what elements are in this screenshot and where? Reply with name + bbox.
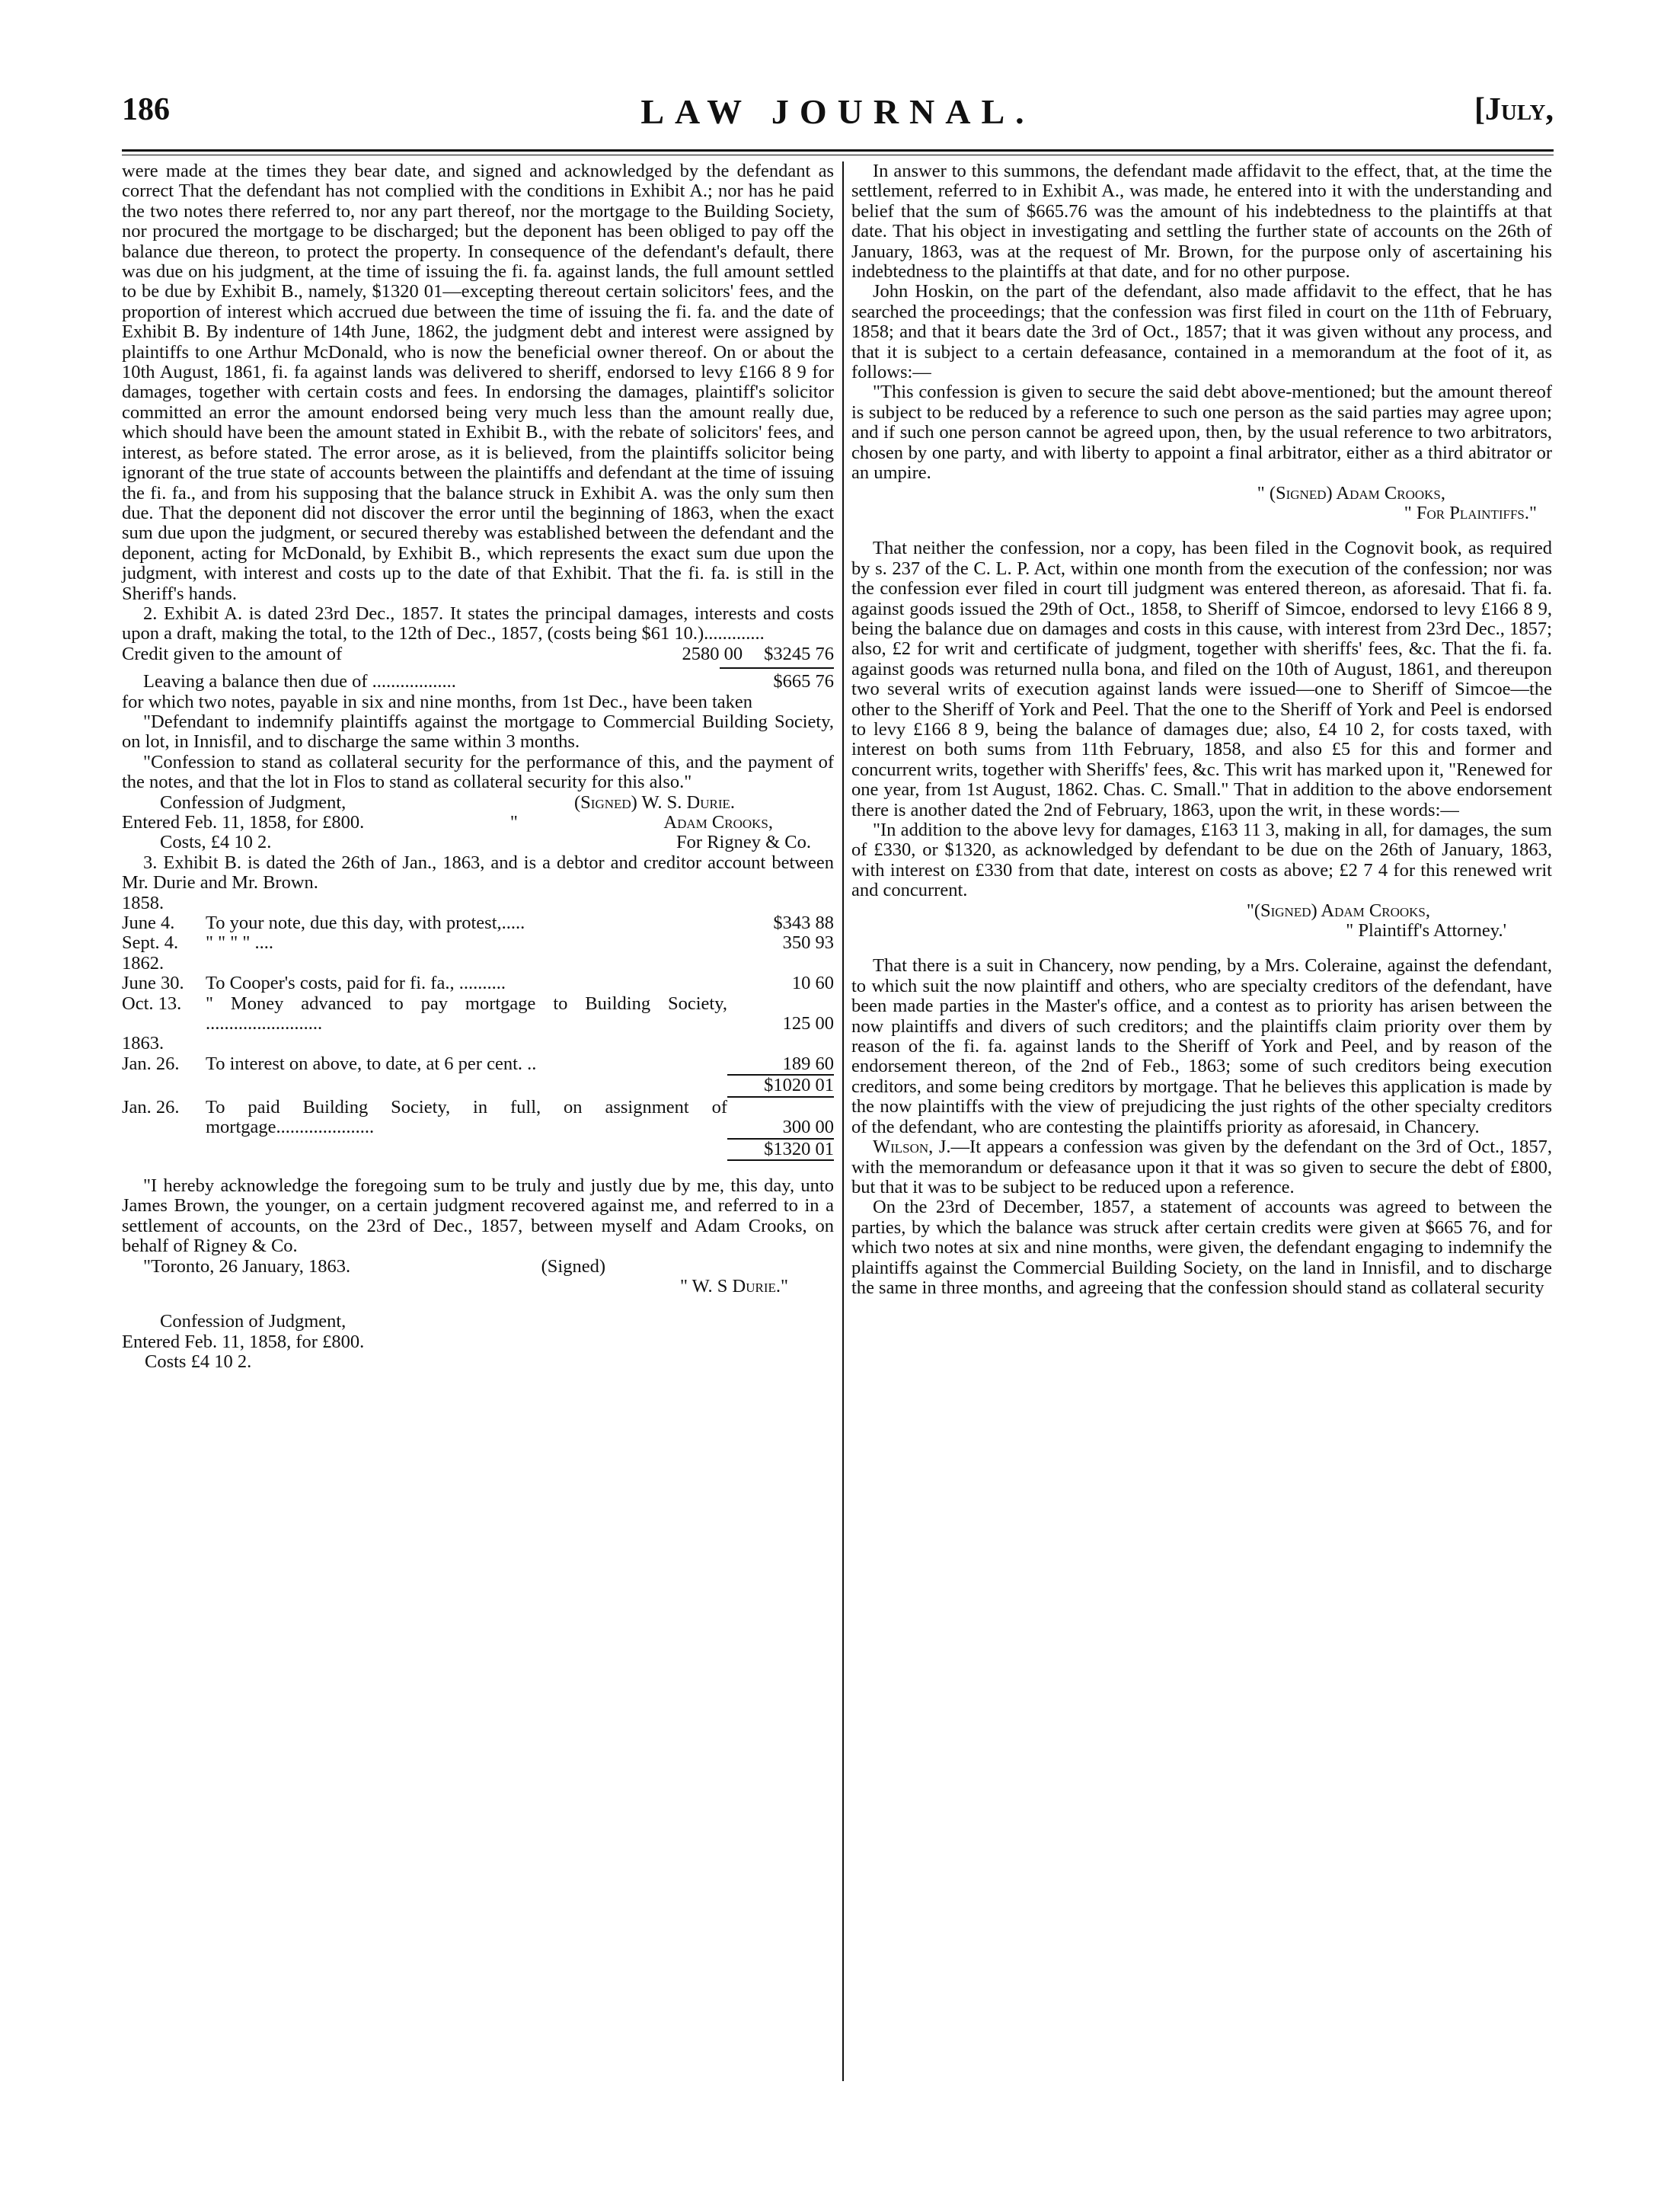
ledger-date: Sept. 4. — [122, 932, 179, 954]
confession-2-line-3: Costs £4 10 2. — [145, 1351, 252, 1373]
ledger-year-1862: 1862. — [122, 952, 164, 974]
ledger-row — [122, 933, 834, 953]
toronto-line — [122, 1257, 834, 1277]
signature-crooks-1b: " For Plaintiffs." — [1404, 502, 1537, 523]
right-column — [851, 161, 1552, 1298]
credit-amount: 2580 00 — [682, 643, 743, 664]
right-paragraph-wilson — [851, 1137, 1552, 1197]
ledger-amount: 125 00 — [782, 1013, 834, 1034]
notes-paragraph: for which two notes, payable in six and nine months, from 1st Dec., have been taken — [122, 691, 753, 712]
right-paragraph-1: In answer to this summons, the defendant made affidavit to the effect, that, at the time the settlement, referred to in Exhibit A., was made, he entered into it with the understanding and belief that the sum of $665.76 was the amount of his indebtedness to the plaintiffs at that date. That his object in investigating and settling the further state of accounts on the 26th of January, 1863, was at the request of Mr. Brown, for the purpose only of ascertaining his indebtedness to the plaintiffs at that date, and for no other purpose. — [851, 161, 1552, 283]
acknowledgement-quote: "I hereby acknowledge the foregoing sum to be truly and justly due by me, this day, unto James Brown, the younger, on a certain judgment recovered against me, and referred to in a settlement of accounts, on the 23rd of Dec., 1857, between myself and Adam Crooks, on behalf of Rigney & Co. — [122, 1175, 834, 1257]
ledger-amount: $343 88 — [773, 913, 834, 934]
right-paragraph-cognovit: That neither the confession, nor a copy, has been filed in the Cognovit book, as required by s. 237 of the C. L. P. Act, within one month from the execution of the confession; nor was the confession ever filed in court till judgment was entered thereon, as aforesaid. That fi. fa. against goods issued the 29th of Oct., 1858, to Sheriff of Simcoe, endorsed to levy £166 8 9, being the balance due on damages and costs in this cause, with interest from 23rd Dec., 1857; also, £2 for writ and certificate of judgment, together with sheriffs' fees, &c. That the fi. fa. against goods was returned nulla bona, and filed on the 10th of August, 1861, and thereupon two several writs of execution against lands were issued—one to Sheriff of Simcoe—the other to the Sheriff of York and Peel. That the one to the Sheriff of York and Peel is endorsed to levy £166 8 9, being the balance of damages due; also, £4 10 2, for costs taxed, with interest on both sums from 11th February, 1858, and also £5 for this and former and concurrent writs, together with Sheriffs' fees, &c. This writ has marked upon it, "Renewed for one year, from 1st August, 1862. Chas. C. Small." That in addition to the above endorsement there is another dated the 2nd of February, 1863, upon the writ, in these words:— — [851, 538, 1552, 820]
ledger-subtotal: $1020 01 — [727, 1074, 834, 1097]
ledger-total: $1320 01 — [727, 1138, 834, 1161]
balance-label: Leaving a balance then due of .................. — [143, 671, 456, 692]
confession-line-3 — [122, 833, 834, 852]
confession-line-2 — [122, 813, 834, 833]
ledger-text: " Money advanced to pay mortgage to Building Society, ......................... — [206, 993, 727, 1034]
durie-signature: " W. S Durie." — [679, 1275, 788, 1297]
signed-label: (Signed) — [541, 1255, 605, 1277]
signature-crooks: Adam Crooks, — [663, 812, 773, 833]
right-paragraph-chancery: That there is a suit in Chancery, now pending, by a Mrs. Coleraine, against the defendant, to which suit the now plaintiff and others, who are specialty creditors of the defendant, have been made parties in the Master's office, and a contest as to priority has arisen between the now plaintiffs and divers of such creditors; and the plaintiffs claim priority over them by reason of the fi. fa. against lands to the Sheriff of York and Peel, and by reason of the endorsement thereon, of the 2nd of Feb., 1863; some of such creditors being execution creditors, and some being creditors by mortgage. That he believes this application is made by the now plaintiffs with the view of prejudicing the just rights of the other specialty creditors of the defendant, who are contesting the plaintiffs priority as aforesaid, in Chancery. — [851, 955, 1552, 1137]
column-divider — [842, 161, 844, 2081]
ledger-row — [122, 1054, 834, 1074]
header-rule — [122, 149, 1554, 152]
signature-crooks-2a: "(Signed) Adam Crooks, — [1246, 900, 1430, 921]
right-paragraph-hoskin: John Hoskin, on the part of the defendant, also made affidavit to the effect, that he has searched the proceedings; that the confession was first filed in court on the 11th of February, 1858; and that it bears date the 3rd of Oct., 1857; that it was given without any process, and that it is subject to a certain defeasance, contained in a memorandum at the foot of it, as follows:— — [851, 281, 1552, 383]
ditto-mark: " — [509, 812, 518, 833]
signature-crooks-2b: " Plaintiff's Attorney.' — [1346, 920, 1506, 942]
toronto-date: "Toronto, 26 January, 1863. — [143, 1255, 351, 1277]
exhibit-b-paragraph: 3. Exhibit B. is dated the 26th of Jan., 1863, and is a debtor and creditor account between Mr. Durie and Mr. Brown. — [122, 852, 834, 894]
ledger-date: Oct. 13. — [122, 993, 182, 1014]
ledger-text: To paid Building Society, in full, on assignment of mortgage..................... — [206, 1096, 727, 1138]
sum-rule — [720, 667, 834, 669]
ledger-year-1863: 1863. — [122, 1033, 164, 1054]
exhibit-a-text: 2. Exhibit A. is dated 23rd Dec., 1857. It states the principal damages, interests and costs upon a draft, making the total, to the 12th of Dec., 1857, (costs being $61 10.)............. — [122, 603, 834, 644]
exhibit-a-total: $3245 76 — [764, 643, 834, 664]
page-header — [122, 91, 1554, 142]
right-paragraph-december: On the 23rd of December, 1857, a statement of accounts was agreed to between the parties, by which the balance was struck after certain credits were given at $665 76, and for which two notes at six and nine months, were given, the defendant engaging to indemnify the plaintiffs against the Commercial Building Society, on the land in Innisfil, and to discharge the same in three months, and agreeing that the confession should stand as collateral security — [851, 1197, 1552, 1298]
ledger-row — [122, 974, 834, 993]
header-month: [July, — [1474, 92, 1554, 127]
confession-line-1 — [122, 793, 834, 813]
journal-title: LAW JOURNAL. — [640, 92, 1035, 131]
ledger-date: Jan. 26. — [122, 1096, 180, 1117]
ledger-text: To your note, due this day, with protest,..... — [206, 913, 525, 934]
ledger-amount: 300 00 — [782, 1117, 834, 1138]
ledger-date: June 30. — [122, 973, 184, 994]
ledger-total-line — [122, 1138, 834, 1161]
ledger-amount: 189 60 — [782, 1053, 834, 1074]
quote-confession: "Confession to stand as collateral security for the performance of this, and the payment of the notes, and that the lot in Flos to stand as collateral security for this also." — [122, 751, 834, 793]
signature-crooks-1a: " (Signed) Adam Crooks, — [1257, 482, 1445, 504]
ledger-subtotal-line — [122, 1074, 834, 1097]
ledger-amount: 350 93 — [782, 932, 834, 954]
quote-levy: "In addition to the above levy for damages, £163 11 3, making in all, for damages, the sum of £330, or $1320, as acknowledged by defendant to be due on the 26th of January, 1863, with interest on £330 from that date, interest on costs as above; £2 7 4 for this renewed writ and concurrent. — [851, 820, 1552, 901]
ledger-row — [122, 994, 834, 1034]
confession-2-line-2: Entered Feb. 11, 1858, for £800. — [122, 1331, 365, 1352]
signature-durie: (Signed) W. S. Durie. — [574, 791, 735, 813]
credit-line — [122, 644, 743, 664]
wilson-text: —It appears a confession was given by the defendant on the 3rd of Oct., 1857, with the memorandum or defeasance upon it that it was so given to secure the debt of £800, but that it was to be subject to be reduced upon a reference. — [851, 1137, 1552, 1197]
confession-label: Confession of Judgment, — [160, 791, 347, 813]
ledger-row — [122, 913, 834, 933]
judge-name: Wilson, J. — [873, 1137, 951, 1158]
balance-amount: $665 76 — [773, 671, 834, 692]
left-paragraph-1: were made at the times they bear date, and signed and acknowledged by the defendant as correct That the defendant has not complied with the conditions in Exhibit A.; nor has he paid the two notes there referred to, nor any part thereof, nor the mortgage to the Building Society, nor procured the mortgage to be discharged; but the deponent has been obliged to pay off the balance due thereon, to protect the property. In consequence of the defendant's default, there was due on his judgment, at the time of issuing the fi. fa. against lands, the full amount settled to be due by Exhibit B., namely, $1320 01—excepting thereout certain solicitors' fees, and the proportion of interest which accrued due between the time of issuing the fi. fa. and the date of Exhibit B. By indenture of 14th June, 1862, the judgment debt and interest were assigned by plaintiffs to one Arthur McDonald, who is now the beneficial owner thereof. On or about the 10th August, 1861, fi. fa against lands was delivered to sheriff, endorsed to levy £166 8 9 for damages, together with certain costs and fees. In endorsing the damages, plaintiff's solicitor committed an error the amount endorsed being very much less than the amount really due, which should have been the amount stated in Exhibit B., with the rebate of solicitors' fees, and interest, as before stated. The error arose, as it is believed, from the plaintiffs solicitor being ignorant of the true state of accounts between the plaintiffs and defendant at the time of issuing the fi. fa., and from his supposing that the balance struck in Exhibit A. was the only sum then due. That the deponent did not discover the error until the beginning of 1863, when the exact sum due upon the judgment, or secured thereby was established between the defendant and the deponent, acting for McDonald, by Exhibit B., which represents the exact sum due upon the judgment, with interest and costs up to the date of that Exhibit. That the fi. fa. is still in the Sheriff's hands. — [122, 161, 834, 604]
ledger-year-1858: 1858. — [122, 892, 164, 913]
confession-entered: Entered Feb. 11, 1858, for £800. — [122, 812, 365, 833]
account-ledger — [122, 894, 834, 1161]
ledger-text: To interest on above, to date, at 6 per cent. .. — [206, 1053, 537, 1074]
ledger-amount: 10 60 — [791, 973, 834, 994]
ledger-row — [122, 1098, 834, 1138]
confession-2-line-1: Confession of Judgment, — [160, 1311, 347, 1332]
page-number: 186 — [122, 92, 170, 127]
ledger-text: " " " " .... — [206, 932, 274, 954]
credit-label: Credit given to the amount of — [122, 643, 343, 664]
ledger-date: June 4. — [122, 913, 175, 934]
rigney-co: For Rigney & Co. — [676, 832, 811, 853]
left-column — [122, 161, 834, 1373]
ledger-date: Jan. 26. — [122, 1053, 180, 1074]
quote-indemnify: "Defendant to indemnify plaintiffs against the mortgage to Commercial Building Society, on lot, in Innisfil, and to discharge the same within 3 months. — [122, 711, 834, 753]
balance-line — [122, 672, 834, 692]
quote-defeasance: "This confession is given to secure the said debt above-mentioned; but the amount thereof is subject to be reduced by a reference to such one person as the said parties may agree upon; and if such one person cannot be agreed upon, then, by the usual reference to two arbitrators, chosen by one party, and with liberty to appoint a final arbitrator, either as a third abitrator or an umpire. — [851, 382, 1552, 484]
confession-costs: Costs, £4 10 2. — [160, 832, 272, 853]
ledger-text: To Cooper's costs, paid for fi. fa., .......... — [206, 973, 506, 994]
